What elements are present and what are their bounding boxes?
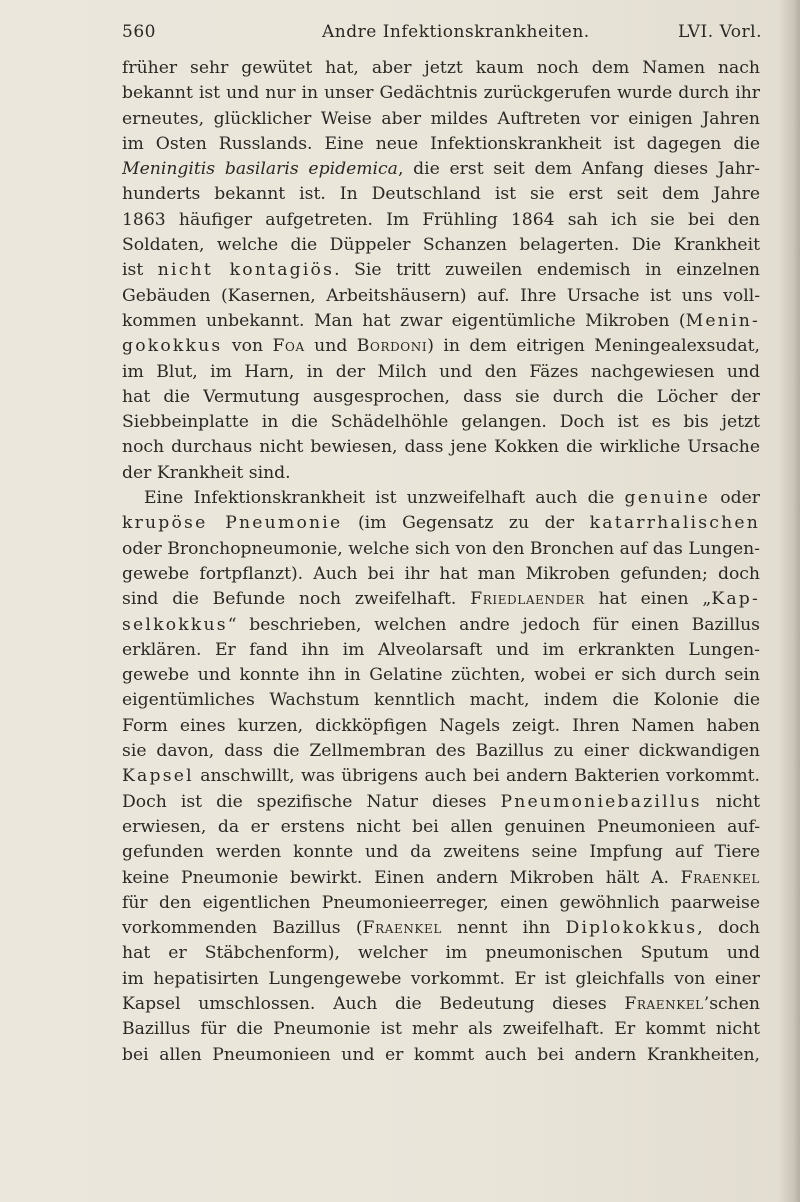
page-edge-shadow — [778, 0, 800, 1202]
text-line: hat er Stäbchenform), welcher im pneumonischen Sputum und — [122, 943, 760, 964]
text-line: oder Bronchopneumonie, welche sich von den Bronchen auf das Lungen- — [122, 538, 760, 559]
running-head — [122, 22, 762, 50]
text-line: erneutes, glücklicher Weise aber mildes Auftreten vor einigen Jahren — [122, 108, 760, 129]
text-line: bekannt ist und nur in unser Gedächtnis zurückgerufen wurde durch ihr — [122, 83, 760, 104]
text-line: hat die Vermutung ausgesprochen, dass sie durch die Löcher der — [122, 386, 760, 407]
text-line: Soldaten, welche die Düppeler Schanzen belagerten. Die Krankheit — [122, 235, 760, 256]
text-line: sind die Befunde noch zweifelhaft. Friedlaender hat einen „Kap- — [122, 589, 761, 610]
text-line: im Osten Russlands. Eine neue Infektionskrankheit ist dagegen die — [122, 133, 760, 154]
text-line: Bazillus für die Pneumonie ist mehr als zweifelhaft. Er kommt nicht — [122, 1019, 760, 1040]
spaced-emphasis: gokokkus — [122, 336, 223, 357]
text-line: sie davon, dass die Zellmembran des Bazillus zu einer dickwandigen — [122, 741, 760, 762]
disease-name-italic: Meningitis basilaris epidemica — [122, 159, 398, 180]
text-line: Gebäuden (Kasernen, Arbeitshäusern) auf. Ihre Ursache ist uns voll- — [122, 285, 760, 306]
spaced-emphasis: Kapsel — [122, 766, 194, 787]
text-line: vorkommenden Bazillus (Fraenkel nennt ihn Diplokokkus, doch — [122, 918, 760, 939]
page-number: 560 — [122, 22, 156, 42]
text-line: noch durchaus nicht bewiesen, dass jene Kokken die wirkliche Ursache — [122, 437, 760, 458]
text-line: 1863 häufiger aufgetreten. Im Frühling 1864 sah ich sie bei den — [122, 209, 760, 230]
spaced-emphasis: Menin- — [685, 310, 760, 331]
spaced-emphasis: krupöse Pneumonie — [122, 513, 343, 534]
author-name: Friedlaender — [470, 589, 585, 610]
spaced-emphasis: katarrhalischen — [589, 513, 760, 534]
text-line: für den eigentlichen Pneumonieerreger, einen gewöhnlich paarweise — [122, 892, 760, 913]
text-line: Form eines kurzen, dickköpfigen Nagels zeigt. Ihren Namen haben — [122, 715, 760, 736]
text-line: im hepatisirten Lungengewebe vorkommt. Er ist gleichfalls von einer — [122, 968, 760, 989]
author-name: Fraenkel — [624, 993, 704, 1014]
spaced-emphasis: genuine — [624, 488, 710, 509]
text-line: hunderts bekannt ist. In Deutschland ist sie erst seit dem Jahre — [122, 184, 760, 205]
text-line: Kapsel umschlossen. Auch die Bedeutung dieses Fraenkel’schen — [122, 993, 760, 1014]
spaced-emphasis: Pneumoniebazillus — [500, 791, 702, 812]
text-line: kommen unbekannt. Man hat zwar eigentümliche Mikroben (Menin- — [122, 310, 760, 331]
author-name: Foa — [272, 336, 305, 357]
spaced-emphasis: Diplokokkus — [565, 918, 698, 939]
author-name: Fraenkel — [680, 867, 760, 888]
text-line: früher sehr gewütet hat, aber jetzt kaum noch dem Namen nach — [122, 58, 760, 78]
text-line: ist nicht kontagiös. Sie tritt zuweilen endemisch in einzelnen — [122, 260, 760, 281]
text-line: gewebe und konnte ihn in Gelatine züchten, wobei er sich durch sein — [122, 665, 760, 686]
text-line: gefunden werden konnte und da zweitens seine Impfung auf Tiere — [122, 842, 760, 863]
text-line: im Blut, im Harn, in der Milch und den Fäzes nachgewiesen und — [122, 361, 760, 382]
text-line: gokokkus von Foa und Bordoni) in dem eitrigen Meningealexsudat, — [122, 336, 760, 357]
spaced-emphasis: Kap- — [711, 589, 761, 610]
text-line: erwiesen, da er erstens nicht bei allen genuinen Pneumonieen auf- — [122, 816, 760, 837]
author-name: Bordoni — [356, 336, 428, 357]
text-line: Kapsel anschwillt, was übrigens auch bei andern Bakterien vorkommt. — [122, 766, 760, 787]
text-line: eigentümliches Wachstum kenntlich macht, indem die Kolonie die — [122, 690, 760, 711]
text-line: der Krankheit sind. — [122, 462, 291, 483]
section-marker: LVI. Vorl. — [678, 22, 762, 42]
text-line: gewebe fortpflanzt). Auch bei ihr hat man Mikroben gefunden; doch — [122, 563, 760, 584]
text-line: erklären. Er fand ihn im Alveolarsaft und im erkrankten Lungen- — [122, 639, 760, 660]
text-line: Meningitis basilaris epidemica, die erst seit dem Anfang dieses Jahr- — [122, 159, 760, 180]
spaced-emphasis: nicht kontagiös — [157, 260, 335, 281]
text-line: Doch ist die spezifische Natur dieses Pneumoniebazillus nicht — [122, 791, 760, 812]
text-line: selkokkus“ beschrieben, welchen andre jedoch für einen Bazillus — [122, 614, 760, 635]
text-line: krupöse Pneumonie (im Gegensatz zu der katarrhalischen — [122, 513, 760, 534]
text-line: bei allen Pneumonieen und er kommt auch bei andern Krankheiten, — [122, 1044, 760, 1065]
text-line: keine Pneumonie bewirkt. Einen andern Mikroben hält A. Fraenkel — [122, 867, 760, 888]
text-line: Siebbeinplatte in die Schädelhöhle gelangen. Doch ist es bis jetzt — [122, 412, 760, 433]
running-title: Andre Infektionskrankheiten. — [322, 22, 590, 42]
text-line: Eine Infektionskrankheit ist unzweifelhaft auch die genuine oder — [144, 488, 761, 509]
author-name: Fraenkel — [362, 918, 442, 939]
body-text — [122, 56, 760, 1068]
spaced-emphasis: selkokkus — [122, 614, 228, 635]
